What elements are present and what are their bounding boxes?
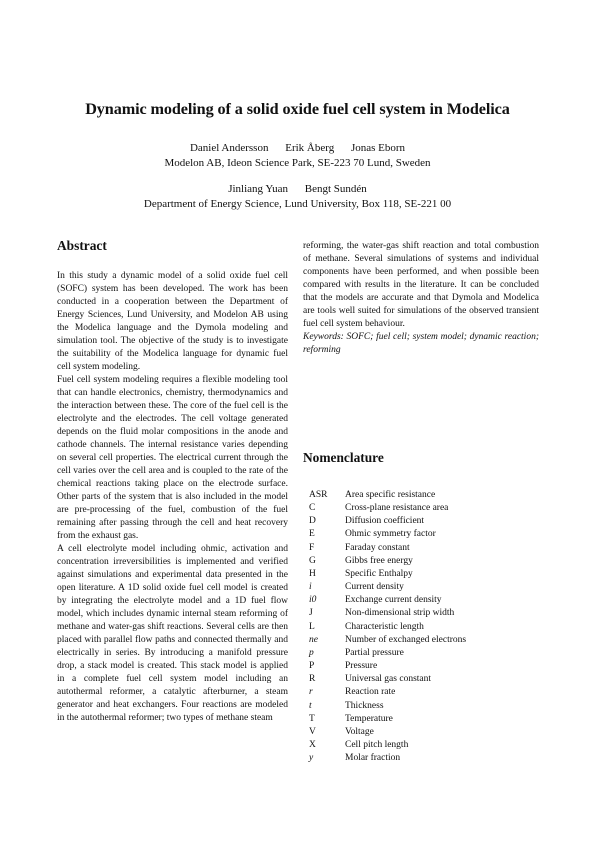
nomenclature-symbol: r bbox=[309, 687, 313, 698]
nomenclature-symbol: ASR bbox=[309, 490, 328, 500]
author-name: Jonas Eborn bbox=[350, 142, 406, 154]
nomenclature-symbol: P bbox=[309, 661, 315, 672]
nomenclature-row bbox=[303, 686, 466, 699]
nomenclature-row bbox=[303, 660, 466, 673]
nomenclature-row bbox=[303, 700, 466, 713]
abstract-paragraph: In this study a dynamic model of a solid oxide fuel cell (SOFC) system has been developed. The work has been conducted in a cooperation between the Department of Energy Sciences, Lund University, and Modelon AB using the Modelica language and the Dymola modeling and simulation tool. The objective of the study is to investigate the suitability of the Modelica language for dynamic fuel cell system modeling. bbox=[57, 271, 288, 372]
nomenclature-row bbox=[303, 489, 466, 502]
nomenclature-table bbox=[303, 489, 466, 765]
nomenclature-row bbox=[303, 581, 466, 594]
nomenclature-symbol: C bbox=[309, 503, 316, 514]
nomenclature-meaning: Non-dimensional strip width bbox=[345, 608, 455, 619]
nomenclature-meaning: Partial pressure bbox=[345, 647, 404, 658]
nomenclature-row bbox=[303, 752, 466, 765]
nomenclature-meaning: Gibbs free energy bbox=[345, 555, 413, 566]
author-name: Bengt Sundén bbox=[304, 183, 367, 195]
nomenclature-meaning: Pressure bbox=[345, 661, 378, 672]
nomenclature-symbol: i0 bbox=[309, 595, 317, 606]
nomenclature-meaning: Reaction rate bbox=[345, 687, 396, 698]
nomenclature-meaning: Cell pitch length bbox=[345, 739, 409, 750]
nomenclature-meaning: Voltage bbox=[345, 726, 374, 737]
nomenclature-row bbox=[303, 647, 466, 660]
nomenclature-symbol: F bbox=[309, 542, 315, 553]
nomenclature-meaning: Number of exchanged electrons bbox=[345, 634, 467, 645]
nomenclature-meaning: Characteristic length bbox=[345, 621, 424, 632]
nomenclature-row bbox=[303, 515, 466, 528]
nomenclature-meaning: Molar fraction bbox=[345, 753, 401, 764]
nomenclature-meaning: Universal gas constant bbox=[345, 674, 432, 685]
right-column bbox=[303, 240, 539, 357]
nomenclature-symbol: E bbox=[309, 529, 315, 540]
nomenclature-row bbox=[303, 726, 466, 739]
nomenclature-row bbox=[303, 713, 466, 726]
affiliation-1: Modelon AB, Ideon Science Park, SE-223 70 Lund, Sweden bbox=[164, 157, 431, 169]
paper-title: Dynamic modeling of a solid oxide fuel cell system in Modelica bbox=[85, 100, 510, 118]
nomenclature-symbol: ne bbox=[309, 634, 318, 645]
nomenclature-meaning: Diffusion coefficient bbox=[345, 516, 425, 527]
nomenclature-symbol: y bbox=[309, 753, 314, 764]
nomenclature-symbol: L bbox=[309, 621, 315, 632]
nomenclature-row bbox=[303, 594, 466, 607]
nomenclature-meaning: Thickness bbox=[345, 700, 384, 711]
nomenclature-symbol: H bbox=[309, 568, 316, 579]
nomenclature-row bbox=[303, 542, 466, 555]
left-column bbox=[57, 236, 288, 725]
nomenclature-row bbox=[303, 568, 466, 581]
nomenclature-row bbox=[303, 634, 466, 647]
nomenclature-symbol: J bbox=[309, 608, 313, 619]
nomenclature-row bbox=[303, 502, 466, 515]
abstract-body bbox=[57, 270, 288, 725]
nomenclature-symbol: t bbox=[309, 700, 312, 711]
abstract-paragraph: Fuel cell system modeling requires a flexible modeling tool that can handle electronics, chemistry, thermodynamics and the interaction between these. The core of the fuel cell is the electrolyte and the electrodes. The cell voltage generated depends on the fluid molar compositions in the anode and cathode channels. The internal resistance varies depending on several cell properties. The electrical current through the cell varies over the cell area and is coupled to the rate of the chemical reactions taking place on the electrode surface. Other parts of the system that is also included in the model are pre-processing of the fuel, combustion of the fuel remaining after passing through the cell and heat recovery from the exhaust gas. bbox=[57, 375, 288, 541]
nomenclature-symbol: X bbox=[309, 739, 316, 750]
nomenclature-row bbox=[303, 621, 466, 634]
nomenclature-symbol: G bbox=[309, 555, 316, 566]
nomenclature-symbol: T bbox=[309, 713, 315, 724]
nomenclature-row bbox=[303, 607, 466, 620]
abstract-heading: Abstract bbox=[57, 238, 107, 253]
author-line-2 bbox=[0, 183, 595, 195]
author-name: Erik Åberg bbox=[285, 142, 335, 154]
nomenclature-symbol: p bbox=[309, 647, 314, 658]
author-line-1 bbox=[0, 142, 595, 154]
nomenclature-row bbox=[303, 673, 466, 686]
nomenclature-row bbox=[303, 528, 466, 541]
abstract-paragraph: A cell electrolyte model including ohmic, activation and concentration irreversibilities is implemented and verified against simulations and experimental data presented in the open literature. A 1D solid oxide fuel cell model is created by integrating the electrolyte model and a 1D fuel flow model, which includes dynamic internal steam reforming of methane and water-gas shift reactions. Several cells are then placed with parallel flow paths and connected thermally and electrically in series. By introducing a manifold pressure drop, a stack model is created. This stack model is applied in a complete fuel cell system model including an autothermal reformer, a catalytic afterburner, a steam generator and heat exchangers. Four reactions are modeled in the autothermal reformer; two types of methane steam bbox=[57, 544, 288, 723]
nomenclature-row bbox=[303, 555, 466, 568]
abstract-continuation: reforming, the water-gas shift reaction and total combustion of methane. Several simulations of systems and individual components have been performed, and when possible been compared with results in the literature. It can be concluded that the models are accurate and that Dymola and Modelica are tools well suited for simulations of the observed transient fuel cell system behaviour. bbox=[303, 241, 539, 329]
nomenclature-meaning: Faraday constant bbox=[345, 542, 410, 553]
nomenclature-meaning: Area specific resistance bbox=[345, 490, 436, 500]
nomenclature-symbol: R bbox=[309, 674, 316, 685]
nomenclature-symbol: i bbox=[309, 582, 312, 593]
nomenclature-meaning: Ohmic symmetry factor bbox=[345, 529, 436, 540]
author-name: Jinliang Yuan bbox=[228, 183, 288, 195]
nomenclature-meaning: Specific Enthalpy bbox=[345, 568, 413, 579]
nomenclature-meaning: Current density bbox=[345, 582, 404, 593]
nomenclature-heading: Nomenclature bbox=[303, 450, 384, 465]
nomenclature-meaning: Exchange current density bbox=[345, 595, 442, 606]
affiliation-2: Department of Energy Science, Lund University, Box 118, SE-221 00 bbox=[143, 198, 452, 210]
keywords: Keywords: SOFC; fuel cell; system model; dynamic reaction; reforming bbox=[303, 332, 539, 355]
nomenclature-meaning: Cross-plane resistance area bbox=[345, 503, 449, 514]
nomenclature-meaning: Temperature bbox=[345, 713, 393, 724]
author-name: Daniel Andersson bbox=[189, 142, 269, 154]
nomenclature-row bbox=[303, 739, 466, 752]
nomenclature-symbol: V bbox=[309, 726, 316, 737]
nomenclature-symbol: D bbox=[309, 516, 316, 527]
